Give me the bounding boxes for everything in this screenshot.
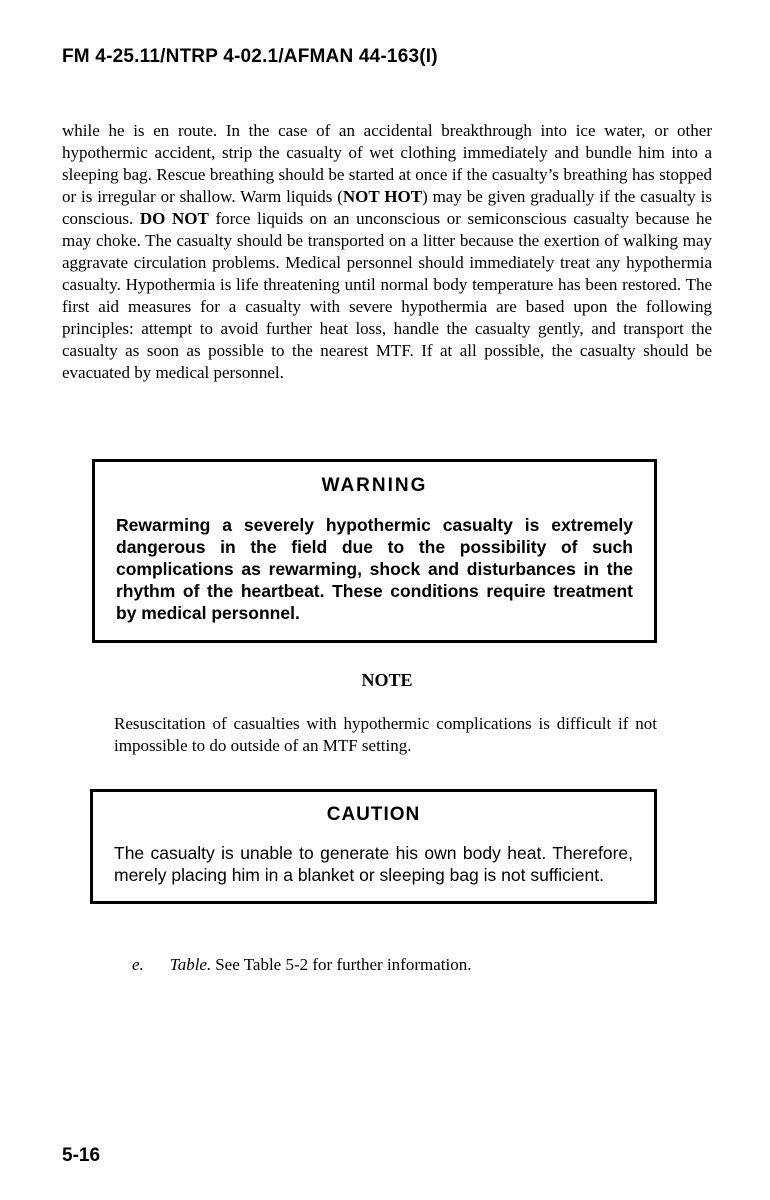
paragraph-segment: ) may be given gradually if the casualty is conscious. — [62, 187, 712, 228]
bold-not-hot: NOT HOT — [342, 187, 423, 206]
warning-title: WARNING — [321, 475, 428, 496]
list-item-title: Table. — [169, 955, 212, 974]
paragraph-segment: while he is en route. In the case of an accidental breakthrough into ice water, or other hypothermic accident, strip the casualty of wet clothing immediately and bundle him into a sleeping bag. Rescue breathing should be started at once if the casualty’s breathing has stopped or is irregular or shallow. Warm liquids ( — [62, 121, 712, 206]
caution-body: The casualty is unable to generate his own body heat. Therefore, merely placing him in a blanket or sleeping bag is not sufficient. — [114, 843, 633, 885]
page-number: 5-16 — [62, 1145, 101, 1166]
paragraph-segment: force liquids on an unconscious or semiconscious casualty because he may choke. The casualty should be transported on a litter because the exertion of walking may aggravate circulation problems. Medical personnel should immediately treat any hypothermia casualty. Hypothermia is life threatening until normal body temperature has been restored. The first aid measures for a casualty with severe hypothermia are based upon the following principles: attempt to avoid further heat loss, handle the casualty gently, and transport the casualty as soon as possible to the nearest MTF. If at all possible, the casualty should be evacuated by medical personnel. — [62, 209, 713, 382]
list-item-letter: e. — [132, 955, 144, 974]
note-body: Resuscitation of casualties with hypothermic complications is difficult if not impossible to do outside of an MTF setting. — [114, 714, 657, 755]
body-paragraph — [62, 120, 712, 384]
warning-box — [92, 459, 657, 643]
list-item-text: See Table 5-2 for further information. — [215, 955, 472, 974]
page-header: FM 4-25.11/NTRP 4-02.1/AFMAN 44-163(I) — [62, 46, 438, 67]
note-title: NOTE — [361, 670, 413, 690]
table-reference-line — [132, 955, 471, 975]
caution-title: CAUTION — [326, 804, 421, 825]
caution-box — [90, 789, 657, 904]
bold-do-not: DO NOT — [139, 209, 209, 228]
warning-body: Rewarming a severely hypothermic casualty is extremely dangerous in the field due to the possibility of such complications as rewarming, shock and disturbances in the rhythm of the heartbeat. These conditions require treatment by medical personnel. — [116, 515, 633, 623]
